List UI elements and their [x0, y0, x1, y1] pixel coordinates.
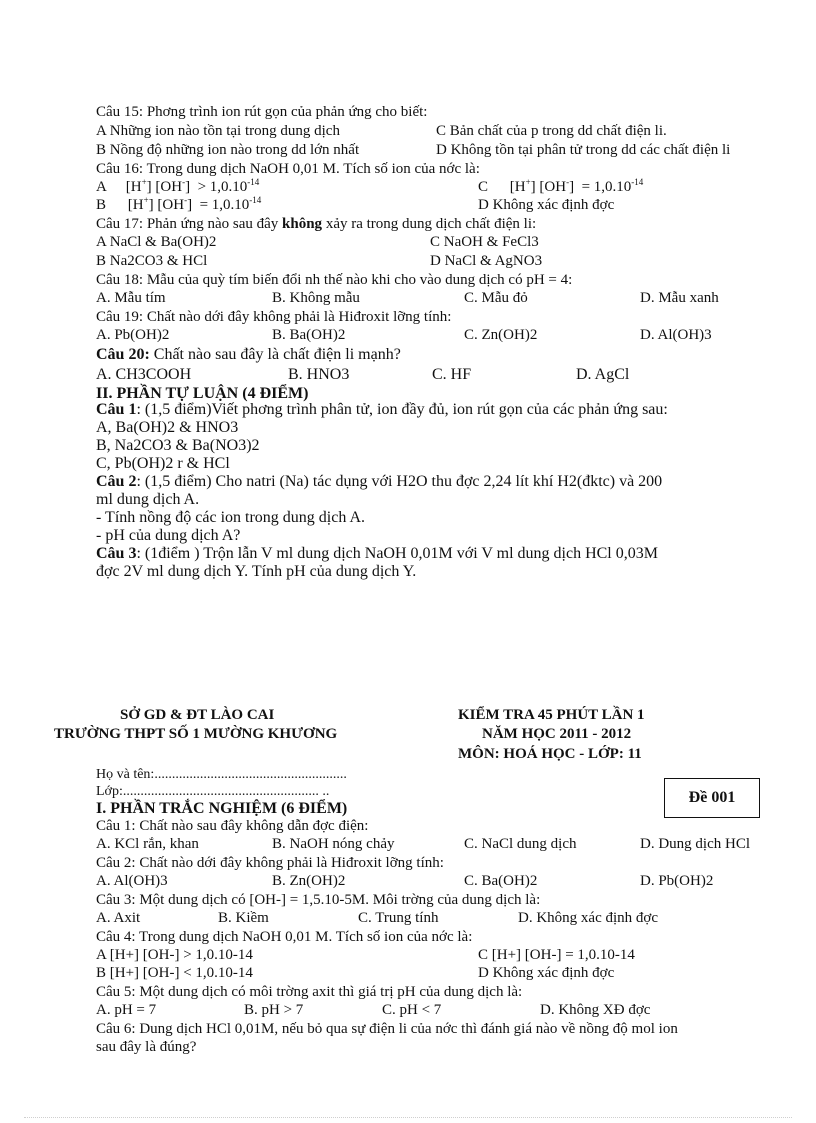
q5-option-c: C. pH < 7	[382, 1002, 442, 1018]
q17-option-b: B Na2CO3 & HCl	[96, 253, 208, 269]
q2-option-b: B. Zn(OH)2	[272, 873, 346, 889]
q18-text: : Mẫu của quỳ tím biến đổi nh thế nào khi cho vào dung dịch có pH = 4:	[138, 272, 573, 288]
q16-option-c-prefix: C	[478, 179, 489, 195]
school-year: NĂM HỌC 2011 - 2012	[482, 726, 632, 742]
q17-text-before: : Phản ứng nào sau đây	[138, 216, 283, 232]
q16-option-c: C [H+] $[OH^-] = 1,0.10^{-14}$	[478, 177, 644, 195]
c1-text: : (1,5 điểm)Viết phơng trình phân tử, ion đầy đủ, ion rút gọn của các phản ứng sau:	[136, 401, 668, 418]
part2-question-2	[96, 473, 662, 490]
q19-option-d: D. Al(OH)3	[640, 327, 712, 343]
q18-label: Câu 18	[96, 272, 139, 288]
q19-option-c: C. Zn(OH)2	[464, 327, 538, 343]
q18-option-a: A. Mẫu tím	[96, 290, 166, 306]
q15-option-d: D Không tồn tại phân tử trong dd các chất điện li	[436, 142, 731, 158]
q16-option-a: A [H+] $[OH^-] > 1,0.10^{-14}$	[96, 177, 260, 195]
q4-stem: Câu 4: Trong dung dịch NaOH 0,01 M. Tích số ion của nớc là:	[96, 929, 473, 945]
q19-option-a: A. Pb(OH)2	[96, 327, 170, 343]
q18-option-b: B. Không mẫu	[272, 290, 360, 306]
q16-label: Câu 16	[96, 161, 139, 177]
q6-stem: Câu 6: Dung dịch HCl 0,01M, nếu bỏ qua sự điện li của nớc thì đánh giá nào về nồng độ mol ion	[96, 1021, 678, 1037]
q15-label: Câu 15	[96, 104, 139, 120]
q5-option-d: D. Không XĐ đợc	[540, 1002, 651, 1018]
q19-text: : Chất nào dới đây không phải là Hiđroxit lỡng tính:	[138, 309, 452, 325]
q5-option-a: A. pH = 7	[96, 1002, 157, 1018]
q3-stem: Câu 3: Một dung dịch có [OH-] = 1,5.10-5M. Môi trờng của dung dịch là:	[96, 892, 541, 908]
q17-stem	[96, 216, 536, 233]
q15-option-c: C Bản chất của p trong dd chất điện li.	[436, 123, 667, 139]
q20-stem	[96, 346, 401, 363]
q18-stem	[96, 272, 572, 289]
exam-title: KIỂM TRA 45 PHÚT LẦN 1	[458, 707, 645, 723]
q15-stem	[96, 104, 427, 121]
q4-option-a: A [H+] [OH-] > 1,0.10-14	[96, 947, 253, 963]
q20-option-d: D. AgCl	[576, 366, 630, 383]
c1-item-a: A, Ba(OH)2 & HNO3	[96, 419, 239, 436]
q20-label: Câu 20:	[96, 346, 150, 363]
q4-option-b: B [H+] [OH-] < 1,0.10-14	[96, 965, 253, 981]
q2-option-d: D. Pb(OH)2	[640, 873, 714, 889]
q16-option-b: B [H+] $[OH^-] = 1,0.10^{-14}$	[96, 195, 262, 213]
part2-question-3	[96, 545, 658, 562]
q19-label: Câu 19	[96, 309, 139, 325]
student-name-field: Họ và tên:.......................................................	[96, 767, 347, 782]
q18-option-d: D. Mẫu xanh	[640, 290, 719, 306]
c2-text-cont: ml dung dịch A.	[96, 491, 200, 508]
q1-option-a: A. KCl rắn, khan	[96, 836, 199, 852]
q17-text-bold: không	[282, 216, 323, 232]
q16-option-d: D Không xác định đợc	[478, 197, 615, 213]
q17-option-a: A NaCl & Ba(OH)2	[96, 234, 217, 250]
q20-option-a: A. CH3COOH	[96, 366, 192, 383]
q20-option-b: B. HNO3	[288, 366, 350, 383]
c3-label: Câu 3	[96, 545, 137, 562]
q16-option-a-prefix: A	[96, 179, 107, 195]
part2-question-1	[96, 401, 668, 418]
q3-option-d: D. Không xác định đợc	[518, 910, 658, 926]
q20-text: Chất nào sau đây là chất điện li mạnh?	[149, 346, 401, 363]
exam-code: Đề 001	[688, 789, 736, 806]
q3-option-c: C. Trung tính	[358, 910, 439, 926]
c2-label: Câu 2	[96, 473, 137, 490]
subject-line: MÔN: HOÁ HỌC - LỚP: 11	[458, 746, 642, 762]
q3-option-b: B. Kiềm	[218, 910, 269, 926]
q6-stem-cont: sau đây là đúng?	[96, 1039, 197, 1055]
c3-text: : (1điểm ) Trộn lẫn V ml dung dịch NaOH 0,01M với V ml dung dịch HCl 0,03M	[136, 545, 658, 562]
q15-text: : Phơng trình ion rút gọn của phản ứng cho biết:	[138, 104, 428, 120]
q17-text-after: xảy ra trong dung dịch chất điện li:	[322, 216, 537, 232]
q3-option-a: A. Axit	[96, 910, 141, 926]
q2-option-c: C. Ba(OH)2	[464, 873, 538, 889]
q18-option-c: C. Mẫu đỏ	[464, 290, 528, 306]
q15-option-a: A Những ion nào tồn tại trong dung dịch	[96, 123, 340, 139]
q5-stem: Câu 5: Một dung dịch có môi trờng axit thì giá trị pH của dung dịch là:	[96, 984, 523, 1000]
q1-stem: Câu 1: Chất nào sau đây không dẫn đợc điện:	[96, 818, 369, 834]
c3-text-cont: đợc 2V ml dung dịch Y. Tính pH của dung dịch Y.	[96, 563, 417, 580]
q16-text: : Trong dung dịch NaOH 0,01 M. Tích số ion của nớc là:	[138, 161, 480, 177]
c1-item-c: C, Pb(OH)2 r & HCl	[96, 455, 230, 472]
c2-text: : (1,5 điểm) Cho natri (Na) tác dụng với H2O thu đợc 2,24 lít khí H2(đktc) và 200	[136, 473, 663, 490]
q17-label: Câu 17	[96, 216, 139, 232]
c1-label: Câu 1	[96, 401, 137, 418]
q1-option-d: D. Dung dịch HCl	[640, 836, 750, 852]
q17-option-c: C NaOH & FeCl3	[430, 234, 539, 250]
q1-option-b: B. NaOH nóng chảy	[272, 836, 395, 852]
q16-stem	[96, 161, 480, 178]
q4-option-c: C [H+] [OH-] = 1,0.10-14	[478, 947, 635, 963]
q15-option-b: B Nồng độ những ion nào trong dd lớn nhất	[96, 142, 360, 158]
c1-item-b: B, Na2CO3 & Ba(NO3)2	[96, 437, 260, 454]
q17-option-d: D NaCl & AgNO3	[430, 253, 543, 269]
q2-stem: Câu 2: Chất nào dới đây không phải là Hiđroxit lỡng tính:	[96, 855, 444, 871]
c2-item-2: - pH của dung dịch A?	[96, 527, 241, 544]
dept-name: SỞ GD & ĐT LÀO CAI	[120, 707, 275, 723]
q19-option-b: B. Ba(OH)2	[272, 327, 346, 343]
q19-stem	[96, 309, 451, 326]
q5-option-b: B. pH > 7	[244, 1002, 304, 1018]
q1-option-c: C. NaCl dung dịch	[464, 836, 577, 852]
q4-option-d: D Không xác định đợc	[478, 965, 615, 981]
q20-option-c: C. HF	[432, 366, 472, 383]
part1b-heading: I. PHẦN TRẮC NGHIỆM (6 ĐIỂM)	[96, 800, 348, 817]
page-bottom-rule	[24, 1117, 792, 1118]
part2-heading: II. PHẦN TỰ LUẬN (4 ĐIỂM)	[96, 385, 309, 402]
c2-item-1: - Tính nồng độ các ion trong dung dịch A.	[96, 509, 365, 526]
q16-option-b-prefix: B	[96, 197, 107, 213]
student-class-field: Lớp:........................................................ ..	[96, 784, 330, 799]
exam-code-box	[664, 778, 760, 818]
q2-option-a: A. Al(OH)3	[96, 873, 168, 889]
school-name: TRƯỜNG THPT SỐ 1 MƯỜNG KHƯƠNG	[54, 726, 338, 742]
